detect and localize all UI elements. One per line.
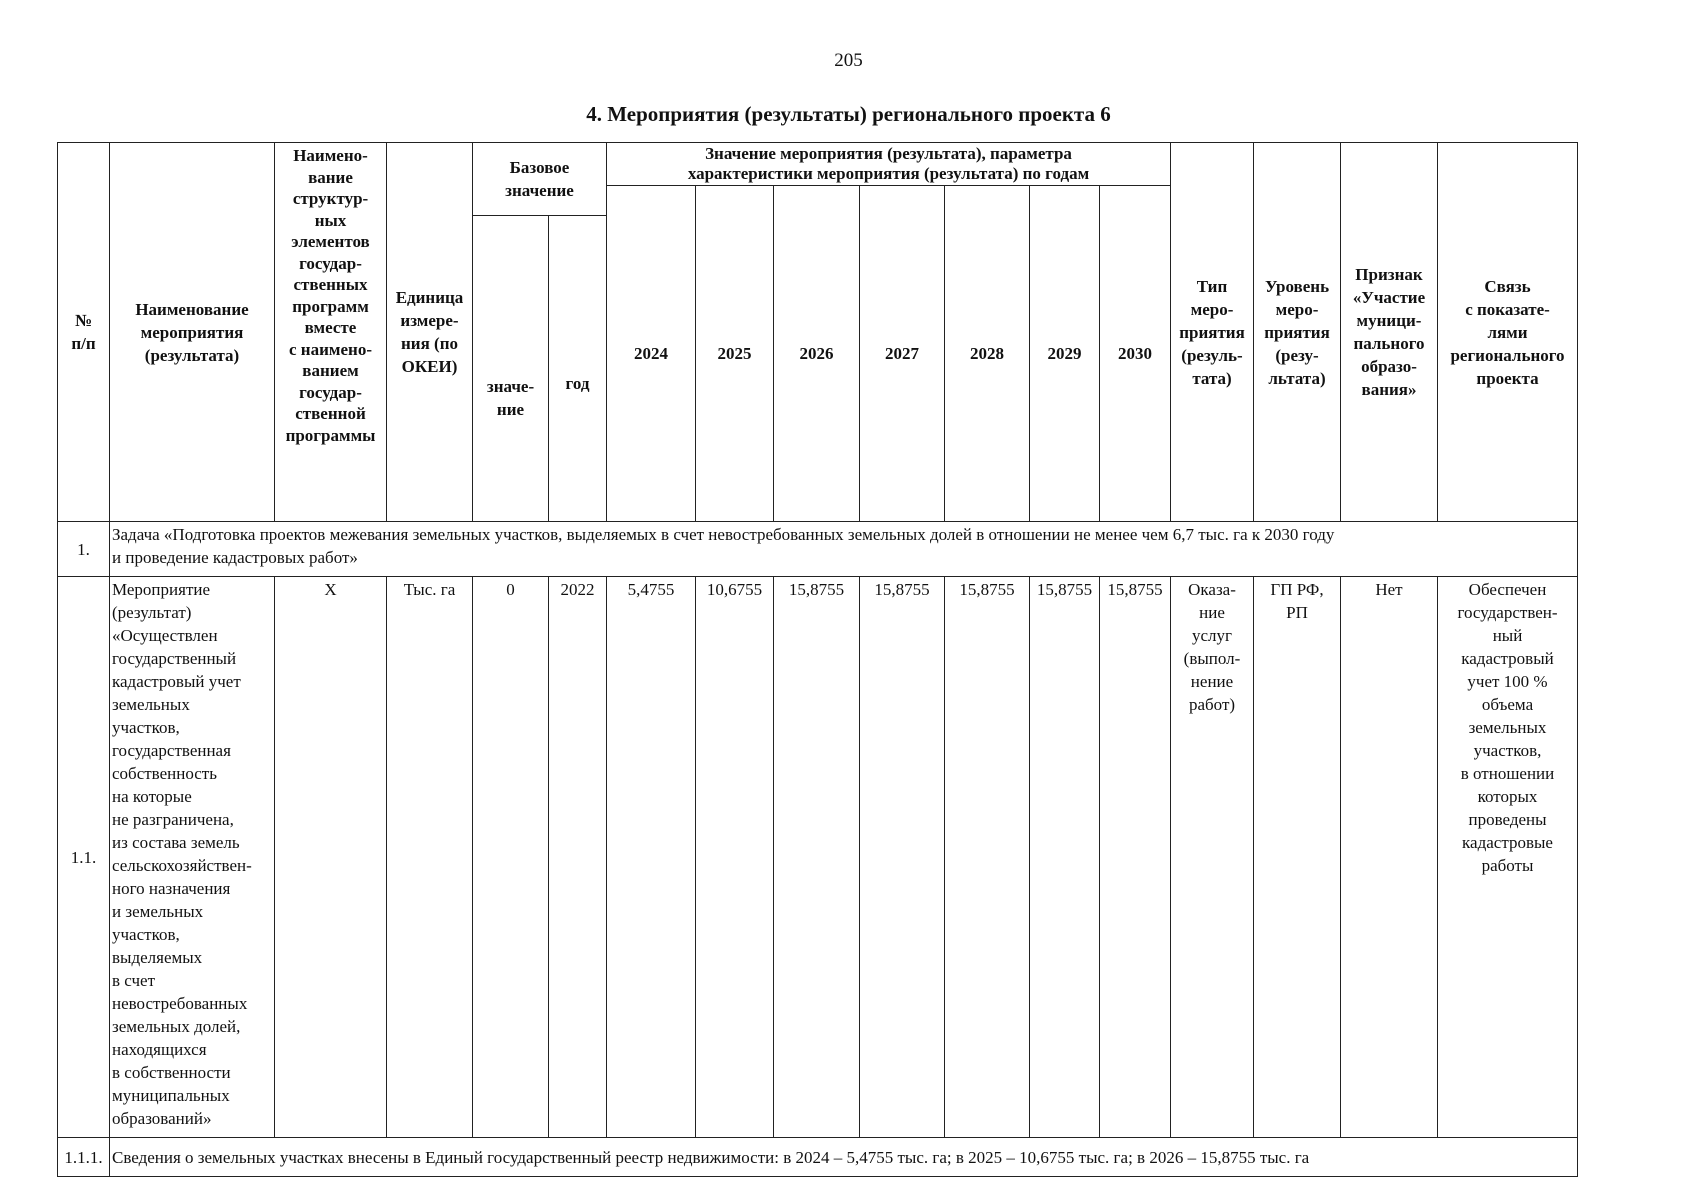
activity-value-2025: 10,6755: [696, 577, 774, 1138]
activity-name: Мероприятие (результат) «Осуществлен государственный кадастровый учет земельных участков, государственная собственность на которые не разграничена, из состава земель сельскохозяйствен- ного назначения и земельных участков, выделяемых в счет невостребованных земельных долей, находящихся в собственности муниципальных образований»: [110, 577, 275, 1138]
header-row-1: [58, 143, 1578, 186]
header-base-year: год: [549, 216, 607, 522]
header-years-group: Значение мероприятия (результата), параметра характеристики мероприятия (результата) по годам: [607, 143, 1171, 186]
task-text: Задача «Подготовка проектов межевания земельных участков, выделяемых в счет невостребованных земельных долей в отношении не менее чем 6,7 тыс. га к 2030 году и проведение кадастровых работ»: [110, 522, 1578, 577]
activity-municipal: Нет: [1341, 577, 1438, 1138]
task-number: 1.: [58, 522, 110, 577]
header-link: Связь с показате- лями регионального проекта: [1438, 143, 1578, 522]
header-year-2030: 2030: [1100, 186, 1171, 522]
activity-value-2024: 5,4755: [607, 577, 696, 1138]
activity-row: [58, 577, 1578, 1138]
header-year-2025: 2025: [696, 186, 774, 522]
header-num: № п/п: [58, 143, 110, 522]
page-title: 4. Мероприятия (результаты) регионального проекта 6: [586, 102, 1111, 126]
header-year-2028: 2028: [945, 186, 1030, 522]
subactivity-text: Сведения о земельных участках внесены в Единый государственный реестр недвижимости: в 2024 – 5,4755 тыс. га; в 2025 – 10,6755 тыс. га; в 2026 – 15,8755 тыс. га: [110, 1138, 1578, 1177]
header-name: Наименование мероприятия (результата): [110, 143, 275, 522]
subactivity-number: 1.1.1.: [58, 1138, 110, 1177]
header-year-2029: 2029: [1030, 186, 1100, 522]
activity-value-2026: 15,8755: [774, 577, 860, 1138]
header-struct-elements: Наимено- вание структур- ных элементов государ- ственных программ вместе с наимено- ванием государ- ственной программы: [275, 143, 387, 522]
task-row: [58, 522, 1578, 577]
header-unit: Единица измере- ния (по ОКЕИ): [387, 143, 473, 522]
header-year-2026: 2026: [774, 186, 860, 522]
activity-link: Обеспечен государствен- ный кадастровый учет 100 % объема земельных участков, в отношении которых проведены кадастровые работы: [1438, 577, 1578, 1138]
activity-unit: Тыс. га: [387, 577, 473, 1138]
activities-table: [57, 142, 1578, 1177]
header-base-group: Базовое значение: [473, 143, 607, 216]
header-municipal: Признак «Участие муници- пального образо- вания»: [1341, 143, 1438, 522]
activity-value-2029: 15,8755: [1030, 577, 1100, 1138]
activity-base-value: 0: [473, 577, 549, 1138]
header-level: Уровень меро- приятия (резу- льтата): [1254, 143, 1341, 522]
activity-type: Оказа- ние услуг (выпол- нение работ): [1171, 577, 1254, 1138]
header-base-value: значе- ние: [473, 216, 549, 522]
subactivity-row: [58, 1138, 1578, 1177]
activity-struct: X: [275, 577, 387, 1138]
activity-value-2030: 15,8755: [1100, 577, 1171, 1138]
activity-value-2028: 15,8755: [945, 577, 1030, 1138]
activity-level: ГП РФ, РП: [1254, 577, 1341, 1138]
activity-number: 1.1.: [58, 577, 110, 1138]
header-year-2024: 2024: [607, 186, 696, 522]
page-number: 205: [834, 50, 863, 71]
header-type: Тип меро- приятия (резуль- тата): [1171, 143, 1254, 522]
activity-base-year: 2022: [549, 577, 607, 1138]
activity-value-2027: 15,8755: [860, 577, 945, 1138]
header-year-2027: 2027: [860, 186, 945, 522]
